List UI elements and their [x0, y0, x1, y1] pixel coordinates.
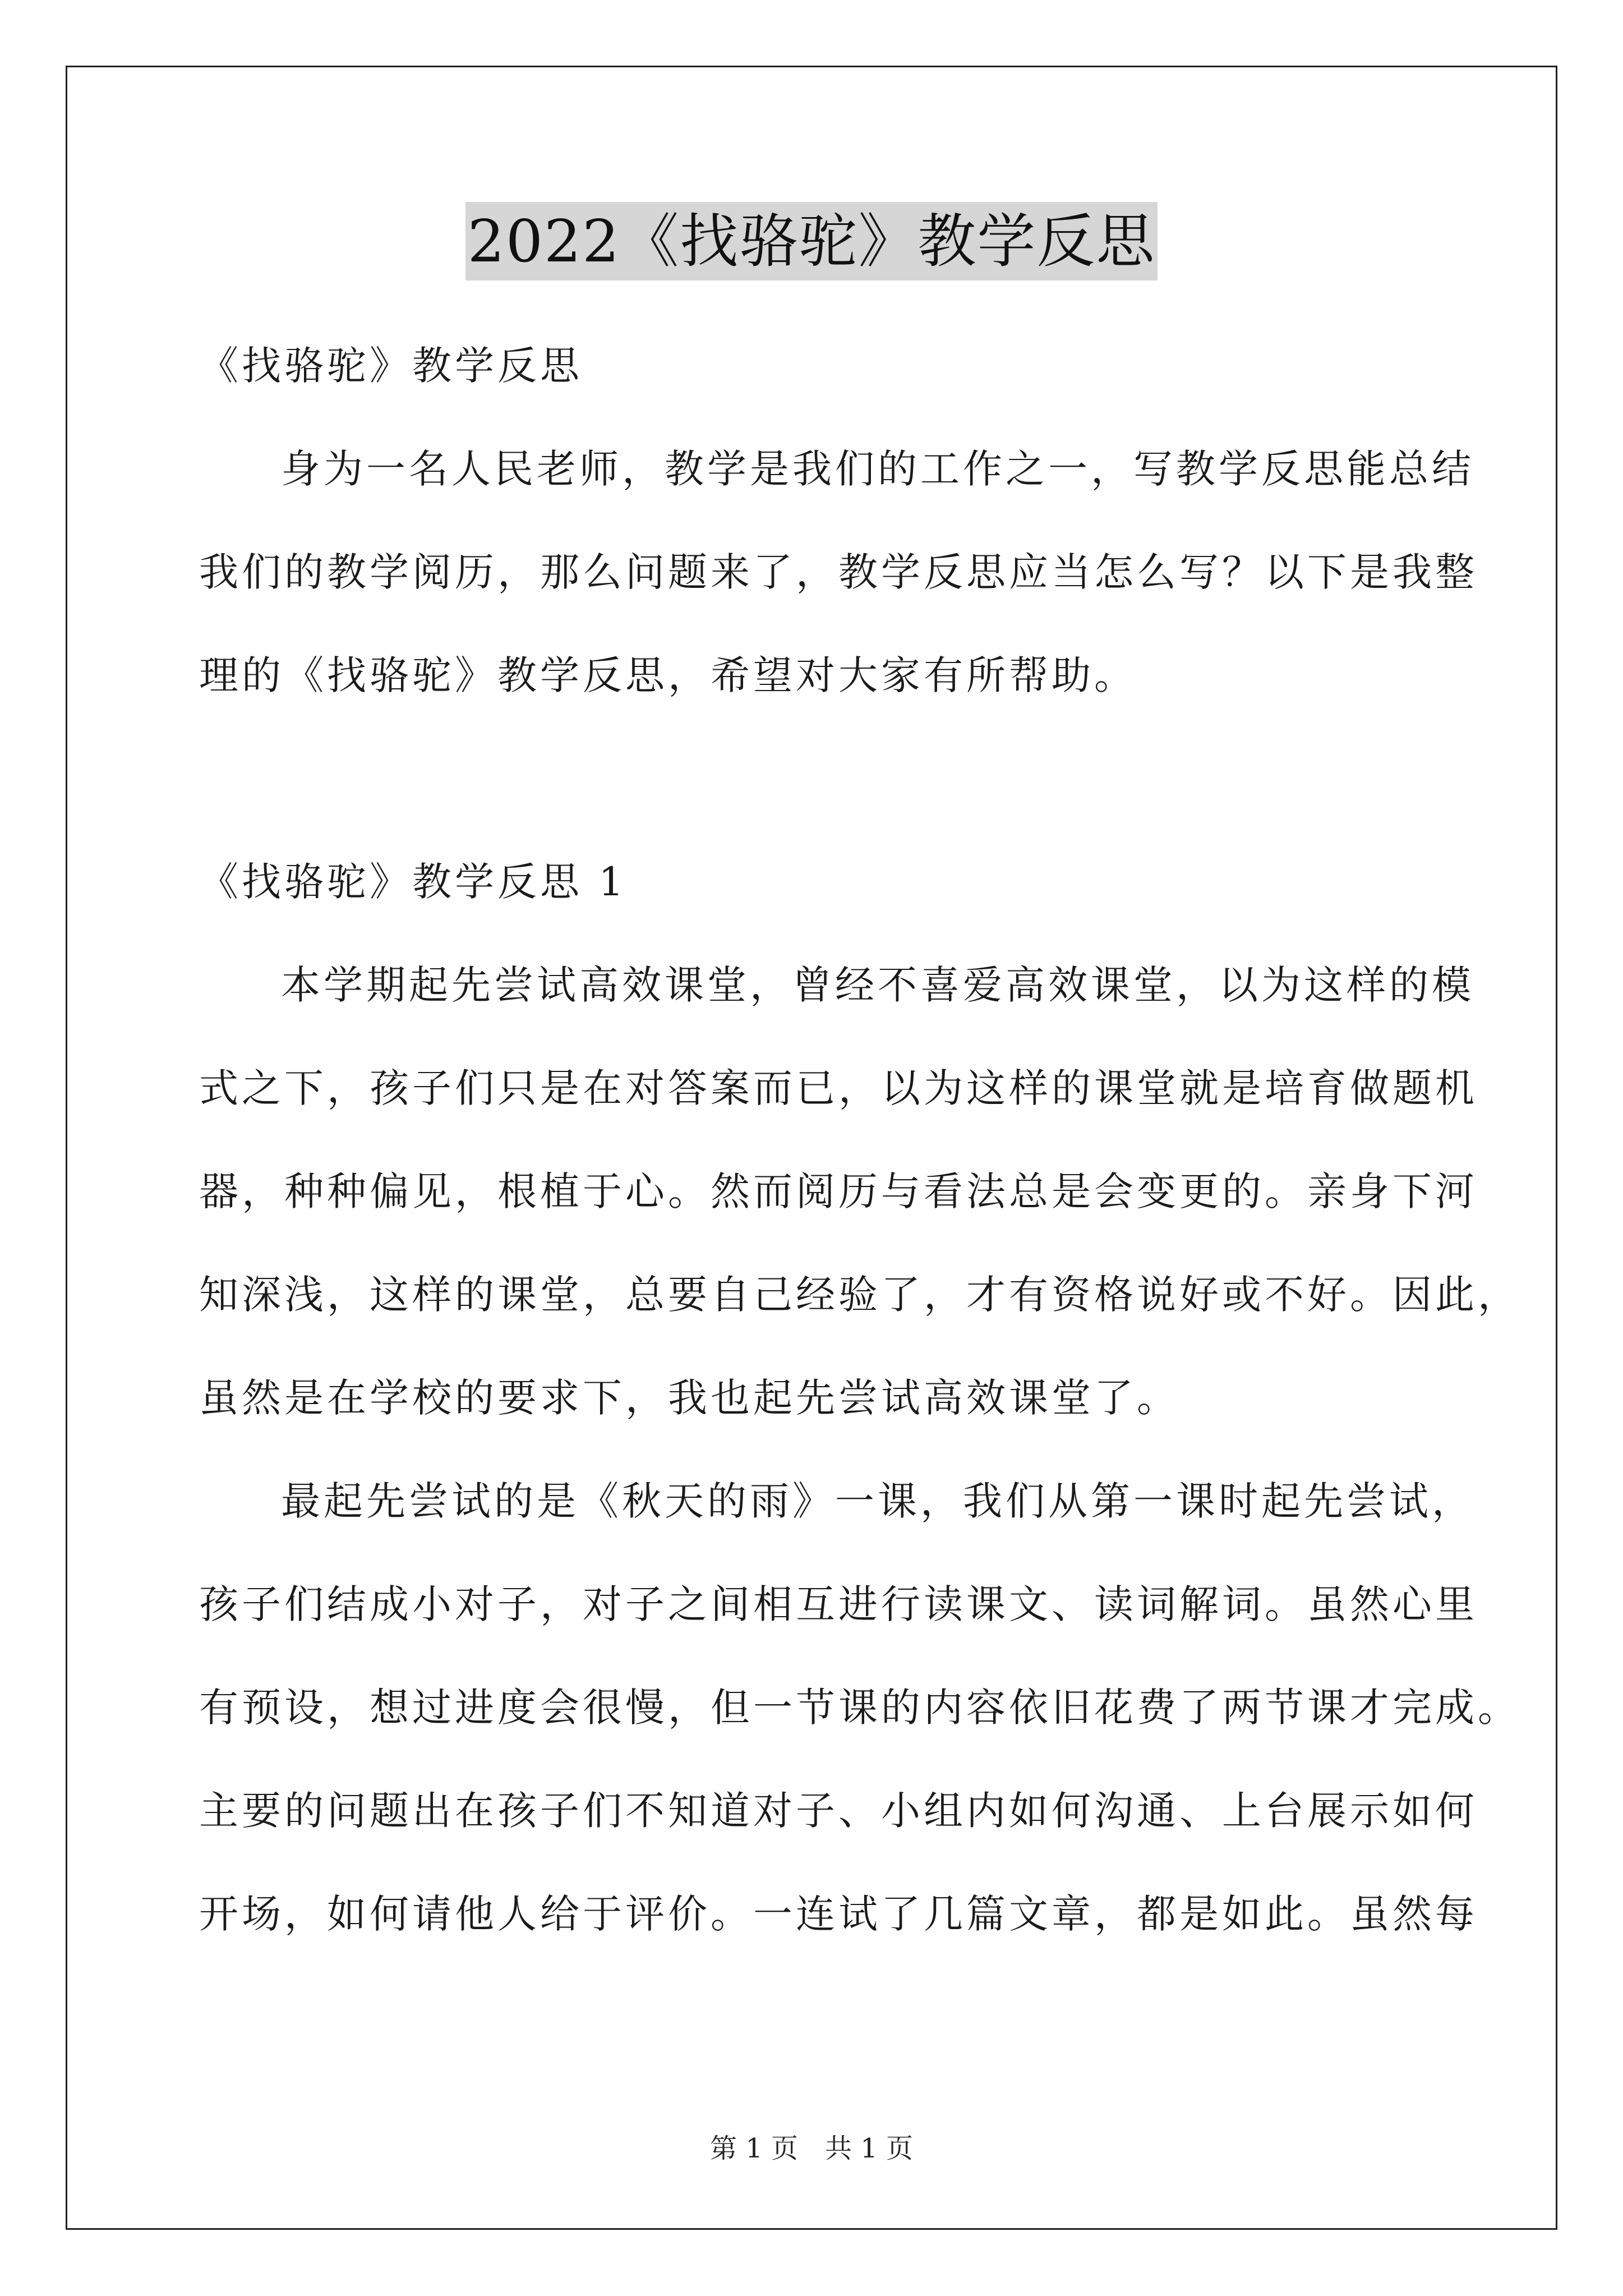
text-line: 式之下，孩子们只是在对答案而已，以为这样的课堂就是培育做题机	[199, 1065, 1478, 1111]
text-line: 知深浅，这样的课堂，总要自己经验了，才有资格说好或不好。因此，	[199, 1272, 1520, 1318]
text-line: 器，种种偏见，根植于心。然而阅历与看法总是会变更的。亲身下河	[199, 1168, 1478, 1214]
text-line: 主要的问题出在孩子们不知道对子、小组内如何沟通、上台展示如何	[199, 1788, 1478, 1834]
text-line: 《找骆驼》教学反思	[199, 343, 583, 389]
text-line: 有预设，想过进度会很慢，但一节课的内容依旧花费了两节课才完成。	[199, 1685, 1520, 1731]
text-line: 本学期起先尝试高效课堂，曾经不喜爱高效课堂，以为这样的模	[281, 962, 1474, 1008]
page-footer	[0, 2132, 1623, 2165]
document-title: 2022《找骆驼》教学反思	[465, 202, 1158, 280]
text-line: 《找骆驼》教学反思 1	[199, 859, 627, 905]
text-line: 孩子们结成小对子，对子之间相互进行读课文、读词解词。虽然心里	[199, 1581, 1478, 1627]
document-body	[199, 314, 1520, 1966]
page-total: 共 1 页	[825, 2133, 914, 2164]
text-line: 理的《找骆驼》教学反思，希望对大家有所帮助。	[199, 652, 1137, 698]
text-line: 开场，如何请他人给于评价。一连试了几篇文章，都是如此。虽然每	[199, 1891, 1478, 1937]
title-container	[0, 202, 1623, 280]
blank-line	[199, 727, 1433, 830]
text-line: 身为一名人民老师，教学是我们的工作之一，写教学反思能总结	[281, 446, 1474, 492]
text-line: 最起先尝试的是《秋天的雨》一课，我们从第一课时起先尝试，	[281, 1478, 1474, 1524]
text-line: 我们的教学阅历，那么问题来了，教学反思应当怎么写？以下是我整	[199, 549, 1478, 595]
page-number: 第 1 页	[709, 2133, 798, 2164]
text-line: 虽然是在学校的要求下，我也起先尝试高效课堂了。	[199, 1375, 1179, 1421]
